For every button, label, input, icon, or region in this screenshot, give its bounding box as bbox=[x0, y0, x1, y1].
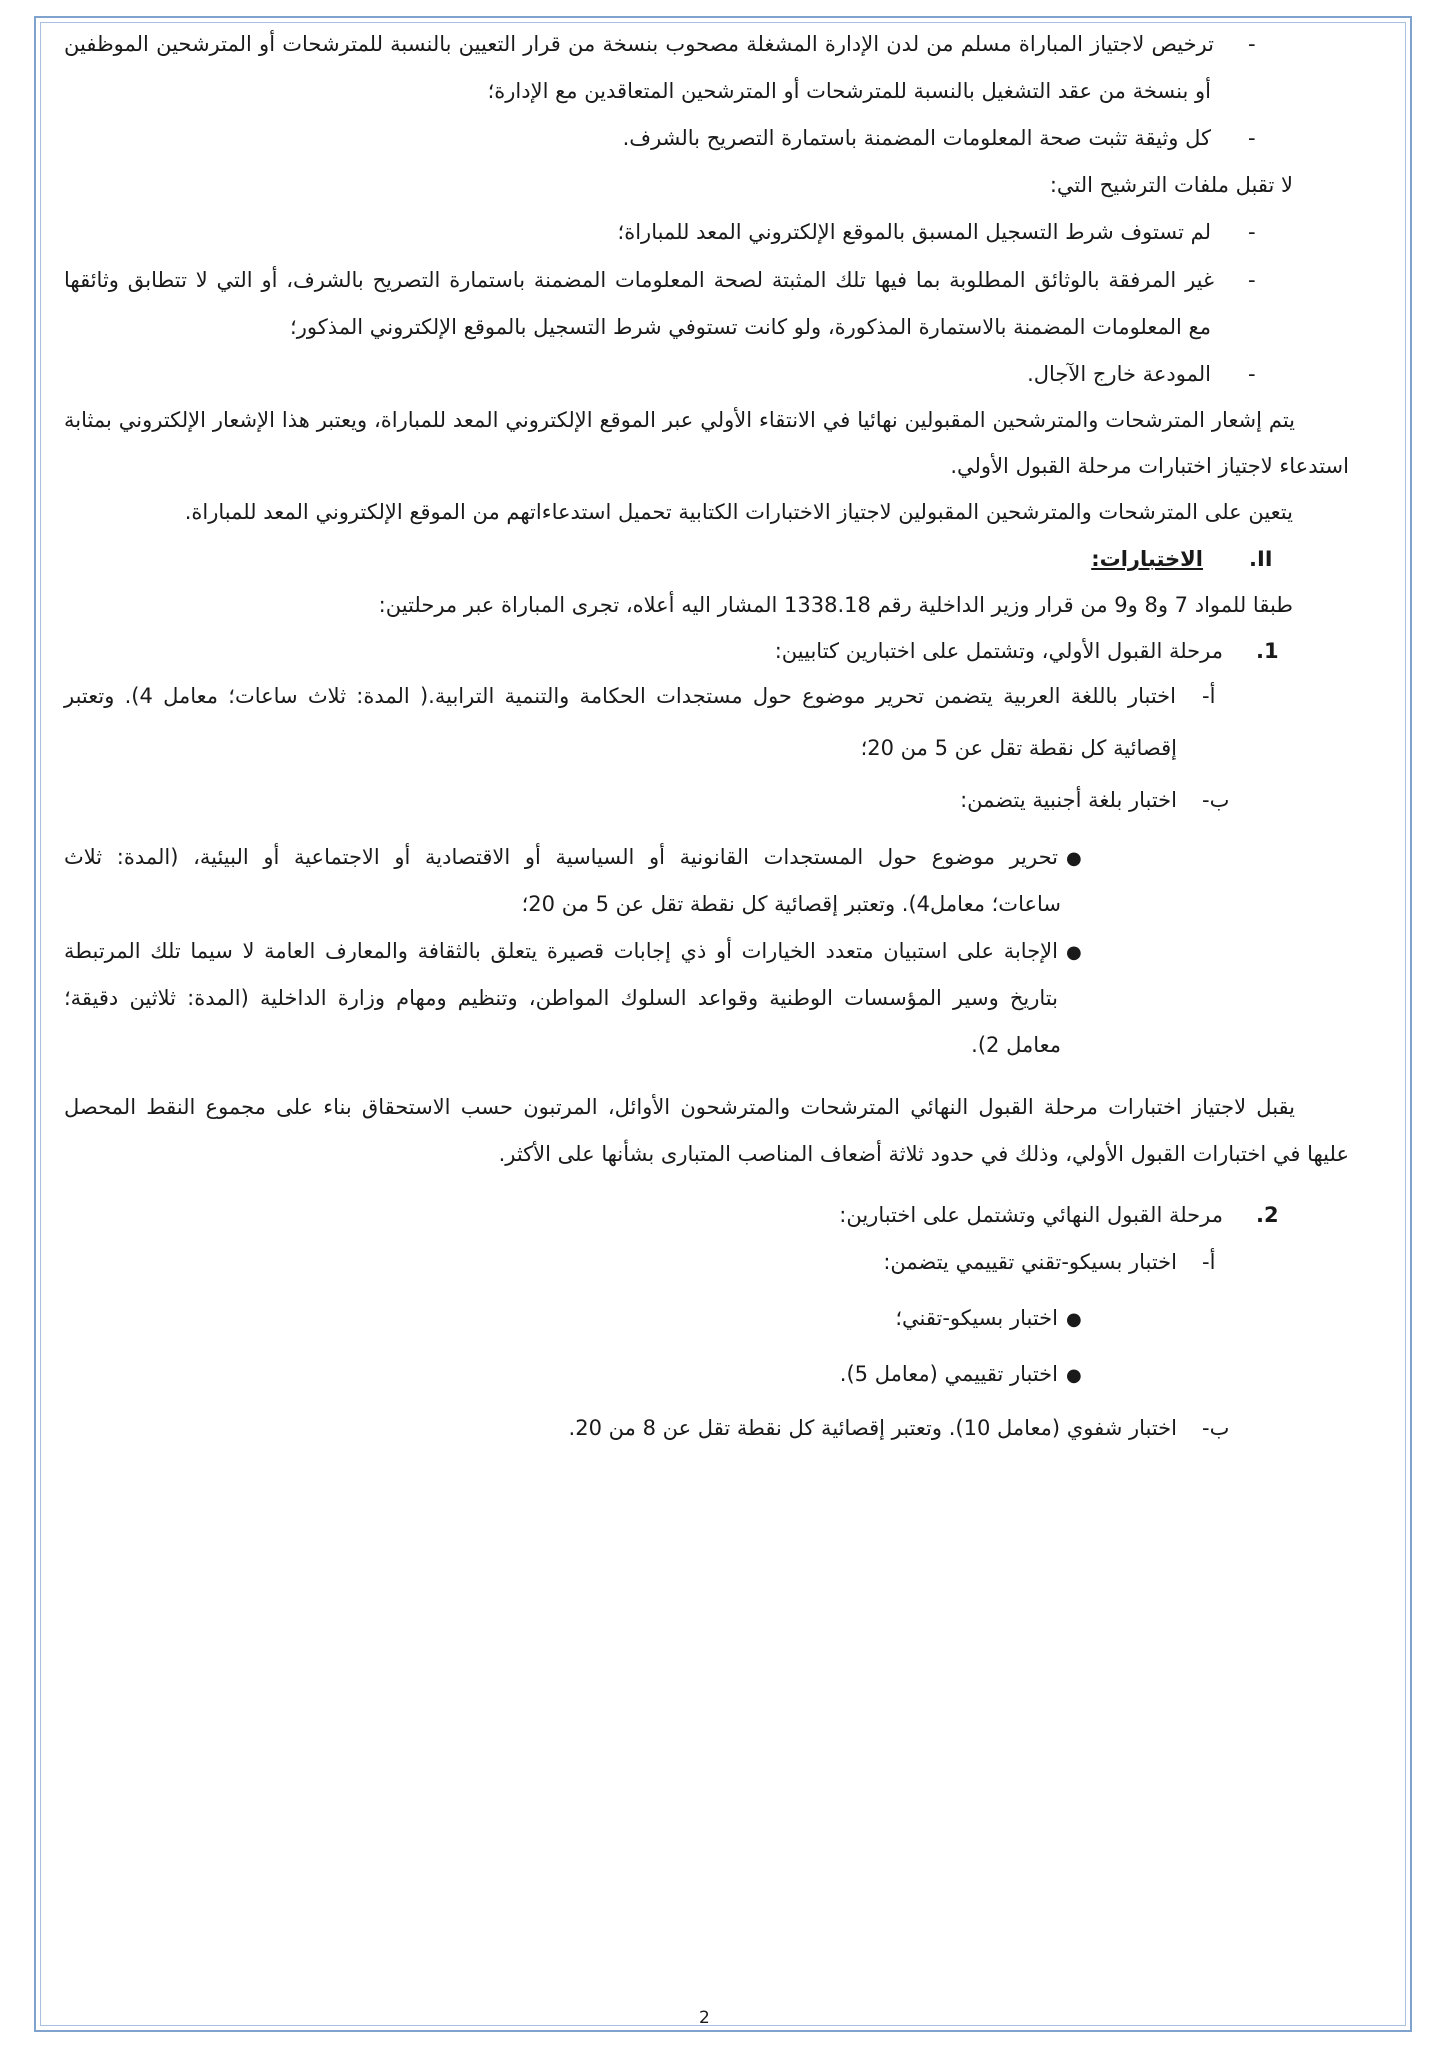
page-number: 2 bbox=[699, 2008, 710, 2028]
text-line: كل وثيقة تثبت صحة المعلومات المضمنة باستمارة التصريح بالشرف. bbox=[622, 126, 1211, 150]
paragraph-line: عليها في اختبارات القبول الأولي، وذلك في حدود ثلاثة أضعاف المناصب المتبارى بشأنها على الأكثر. bbox=[498, 1142, 1349, 1166]
text-line: مرحلة القبول النهائي وتشتمل على اختبارين: bbox=[839, 1203, 1223, 1227]
item-label: ب- bbox=[1202, 1416, 1230, 1440]
item-number: 2. bbox=[1256, 1203, 1279, 1227]
text-line: اختبار بسيكو-تقني تقييمي يتضمن: bbox=[883, 1250, 1177, 1274]
list-dash: - bbox=[1248, 220, 1256, 244]
bullet-text: ساعات؛ معامل4). وتعتبر إقصائية كل نقطة تقل عن 5 من 20؛ bbox=[521, 892, 1061, 916]
list-dash: - bbox=[1248, 362, 1256, 386]
paragraph-line: طبقا للمواد 7 و8 و9 من قرار وزير الداخلية رقم 1338.18 المشار اليه أعلاه، تجرى المباراة عبر مرحلتين: bbox=[378, 593, 1293, 617]
item-label: ب- bbox=[1202, 788, 1230, 812]
paragraph-line: استدعاء لاجتياز اختبارات مرحلة القبول الأولي. bbox=[950, 454, 1349, 478]
bullet-text: بتاريخ وسير المؤسسات الوطنية وقواعد السلوك المواطن، وتنظيم ومهام وزارة الداخلية (المدة: ثلاثين دقيقة؛ bbox=[64, 986, 1058, 1010]
text-line: المودعة خارج الآجال. bbox=[1027, 362, 1211, 386]
bullet-icon: ● bbox=[1066, 1309, 1082, 1330]
bullet-text: اختبار تقييمي (معامل 5). bbox=[839, 1362, 1058, 1386]
section-number: II. bbox=[1249, 547, 1273, 571]
paragraph-line: يتعين على المترشحات والمترشحين المقبولين لاجتياز الاختبارات الكتابية تحميل استدعاءاتهم من الموقع الإلكتروني المعد للمباراة. bbox=[184, 500, 1293, 524]
bullet-text: اختبار بسيكو-تقني؛ bbox=[895, 1306, 1058, 1330]
section-heading: الاختبارات: bbox=[1091, 547, 1203, 571]
text-line: اختبار باللغة العربية يتضمن تحرير موضوع حول مستجدات الحكامة والتنمية الترابية.( المدة: ثلاث ساعات؛ معامل 4). وتعتبر bbox=[64, 684, 1177, 708]
bullet-text: الإجابة على استبيان متعدد الخيارات أو ذي إجابات قصيرة يتعلق بالثقافة والمعارف العامة لا سيما تلك المرتبطة bbox=[64, 939, 1058, 963]
text-line: مع المعلومات المضمنة بالاستمارة المذكورة، ولو كانت تستوفي شرط التسجيل بالموقع الإلكتروني المذكور؛ bbox=[290, 315, 1211, 339]
item-label: أ- bbox=[1202, 1250, 1216, 1274]
text-line: ترخيص لاجتياز المباراة مسلم من لدن الإدارة المشغلة مصحوب بنسخة من قرار التعيين بالنسبة للمترشحات أو المترشحين الموظفين bbox=[64, 32, 1214, 56]
bullet-icon: ● bbox=[1066, 942, 1082, 963]
text-line: إقصائية كل نقطة تقل عن 5 من 20؛ bbox=[860, 736, 1177, 760]
paragraph-line: يقبل لاجتياز اختبارات مرحلة القبول النهائي المترشحات والمترشحون الأوائل، المرتبون حسب الاستحقاق بناء على مجموع النقط المحصل bbox=[64, 1095, 1295, 1119]
bullet-icon: ● bbox=[1066, 848, 1082, 869]
text-line: غير المرفقة بالوثائق المطلوبة بما فيها تلك المثبتة لصحة المعلومات المضمنة باستمارة التصريح بالشرف، أو التي لا تتطابق وثائقها bbox=[64, 268, 1214, 292]
item-label: أ- bbox=[1202, 684, 1216, 708]
section-intro: لا تقبل ملفات الترشيح التي: bbox=[1049, 173, 1293, 197]
item-number: 1. bbox=[1256, 639, 1279, 663]
bullet-text: معامل 2). bbox=[971, 1033, 1061, 1057]
list-dash: - bbox=[1248, 268, 1256, 292]
text-line: اختبار بلغة أجنبية يتضمن: bbox=[960, 788, 1177, 812]
bullet-text: تحرير موضوع حول المستجدات القانونية أو السياسية أو الاقتصادية أو الاجتماعية أو البيئية، (المدة: ثلاث bbox=[64, 845, 1058, 869]
text-line: اختبار شفوي (معامل 10). وتعتبر إقصائية كل نقطة تقل عن 8 من 20. bbox=[568, 1416, 1177, 1440]
text-line: أو بنسخة من عقد التشغيل بالنسبة للمترشحات أو المترشحين المتعاقدين مع الإدارة؛ bbox=[487, 79, 1211, 103]
paragraph-line: يتم إشعار المترشحات والمترشحين المقبولين نهائيا في الانتقاء الأولي عبر الموقع الإلكتروني المعد للمباراة، ويعتبر هذا الإشعار الإلكتروني بمثابة bbox=[64, 408, 1295, 432]
list-dash: - bbox=[1248, 126, 1256, 150]
list-dash: - bbox=[1248, 32, 1256, 56]
bullet-icon: ● bbox=[1066, 1365, 1082, 1386]
text-line: لم تستوف شرط التسجيل المسبق بالموقع الإلكتروني المعد للمباراة؛ bbox=[617, 220, 1211, 244]
text-line: مرحلة القبول الأولي، وتشتمل على اختبارين كتابيين: bbox=[774, 639, 1223, 663]
